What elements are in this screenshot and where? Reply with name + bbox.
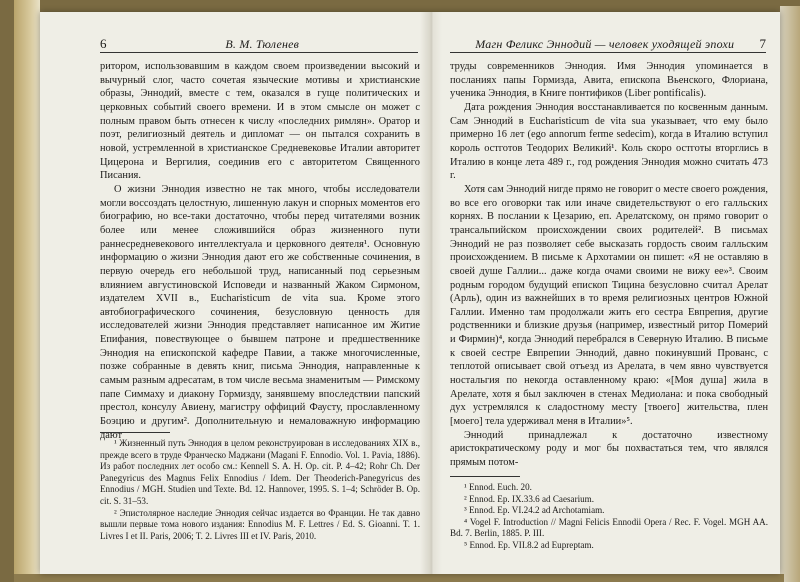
footnote: ⁴ Vogel F. Introduction // Magni Felicis Ennodii Opera / Rec. F. Vogel. MGH AA. Bd. 7. Berlin, 1885. P. III.	[450, 516, 768, 539]
footnotes	[450, 482, 768, 552]
paragraph: Хотя сам Эннодий нигде прямо не говорит о месте своего рождения, во все его оговорки так или иначе свидетельствуют о его галльских корнях. В послании к Цезарию, еп. Арелатскому, он прямо говорит о трансальпийском происхождении своих родителей². В письмах Эннодий не раз позволяет себе высказать гордость своим галльским происхождением. В письме к Архотамии он пишет: «Я не оставляю в своей душе Галлии... даже когда очами своими не вижу ее»³. Своим родным городом будущий епископ Тицина безусловно считал Арелат (Арль), один из важнейших в то время религиозных центров Южной Галлии. Именно там продолжали жить его сестра Евпрепия, другие родственники и близкие друзья (например, известный ритор Померий и Фирмин)⁴, когда Эннодий перебрался в Северную Италию. В письме к своей сестре Евпрепии Эннодий, давно покинувший Прованс, с теплотой описывает свой отъезд из Арелата, в чем явно чувствуется ностальгия по некогда оставленному краю: «[Моя душа] жила в Арелате, хотя я был заключен в стенах Медиолана: и пока свободный дух устремлялся к сладостному месту [твоего] жительства, плен [моего] тела удерживал меня в Италии»⁵.	[450, 183, 768, 428]
footnote: ¹ Ennod. Euch. 20.	[464, 482, 532, 492]
footnotes	[100, 438, 420, 542]
right-page	[450, 12, 768, 574]
running-head-right	[450, 36, 766, 53]
page-number: 7	[759, 36, 766, 51]
footnote: ⁵ Ennod. Ep. VII.8.2 ad Eupreptam.	[464, 539, 594, 550]
paragraph: Дата рождения Эннодия восстанавливается по косвенным данным. Сам Эннодий в Eucharisticum de vita sua указывает, что ему было примерно 16 лет (ego annorum ferme sedecim), когда в Италию вступил король остготов Теодорих Великий¹. Коль скоро остготы вторглись в Италию в конце лета 489 г., год рождения Эннодия можно считать 473 г.	[450, 101, 768, 182]
running-head-title: В. М. Тюленев	[225, 37, 300, 51]
paragraph: труды современников Эннодия. Имя Эннодия упоминается в посланиях папы Гормизда, Авита, епископа Вьенского, Флориана, ученика Эннодия, в Книге понтификов (Liber pontificalis).	[450, 61, 768, 100]
footnote: ² Ennod. Ep. IX.33.6 ad Caesarium.	[464, 493, 595, 504]
book-edge-left	[14, 0, 40, 578]
footnote-rule	[450, 476, 520, 477]
footnote-rule	[100, 432, 170, 433]
footnote: ³ Ennod. Ep. VI.24.2 ad Archotamiam.	[464, 505, 605, 516]
book-edge-right	[780, 6, 800, 582]
footnote: ² Эпистолярное наследие Эннодия сейчас издается во Франции. Не так давно вышли первые тома нового издания: Ennodius M. F. Lettres / Ed. S. Gioanni. T. 1. Livres I et II. Paris, 2006; T. 2. Livres III et IV. Paris, 2010.	[100, 507, 420, 541]
body-text	[100, 60, 420, 442]
book-gutter	[420, 12, 442, 574]
page-number: 6	[100, 36, 107, 51]
paragraph: О жизни Эннодия известно не так много, чтобы исследователи могли воссоздать целостную, лишенную лакун и спорных моментов его биографию, но все-таки достаточно, чтобы перед читателями возник более или менее сложившийся образ жизненного пути раннесредневекового интеллектуала и церковного деятеля¹. Основную информацию о жизни Эннодия дают его же собственные сочинения, в первую очередь его небольшой труд, написанный под серьезным влиянием августиновской Исповеди и названный Жаком Сирмоном, издателем XVII в., Eucharisticum de vita sua. Кроме этого автобиографического сочинения, безусловную ценность для исследователей жизни Эннодия представляет написанное им Житие Епифания, повествующее о бывшем патроне и предшественнике Эннодия на епископской кафедре Павии, а также многочисленные, позже собранные в девять книг, письма Эннодия, направленные к самым разным адресатам, в том числе весьма знаменитым — Римскому папе Симмаху и диакону Гормизду, занявшему впоследствии папский престол, консулу Авиену, магистру оффиций Фаусту, прославленному Боэцию и другим². Дополнительную и немаловажную информацию дают	[100, 183, 420, 441]
running-head-left	[100, 36, 418, 53]
footnote: ¹ Жизненный путь Эннодия в целом реконструирован в исследованиях XIX в., прежде всего в труде Франческо Маджани (Magani F. Ennodio. Vol. 1. Pavia, 1886). Из работ последних лет особо см.: Kennell S. A. H. Op. cit. P. 4–42; Rohr Ch. Der Panegyricus des Magnus Felix Ennodius / Idem. Der Theoderich-Panegyricus des Ennodius / MGH. Studien und Texte. Bd. 12. Hannover, 1995. S. 1–4; Schröder B. Op. cit. S. 31–53.	[100, 438, 420, 506]
paragraph: Эннодий принадлежал к достаточно известному аристократическому роду и мог бы похвастаться тем, что являлся прямым потом-	[450, 429, 768, 469]
body-text	[450, 60, 768, 470]
left-page	[100, 12, 420, 574]
paragraph: ритором, использовавшим в каждом своем произведении высокий и вычурный слог, часто сочетая языческие мотивы и христианские образы, Эннодий, вместе с тем, оказался в гуще политических и церковных событий своего времени. И в этом смысле он может с полным правом быть отнесен к числу «последних римлян». Оратор и поэт, религиозный деятель и дипломат — он пытался сохранить в новой, устремленной в христианское Средневековье Италии авторитет Цицерона и Вергилия, соединив его с авторитетом Священного Писания.	[100, 61, 420, 182]
running-head-title: Магн Феликс Эннодий — человек уходящей эпохи	[475, 37, 735, 51]
book-edge-bottom	[14, 574, 784, 582]
